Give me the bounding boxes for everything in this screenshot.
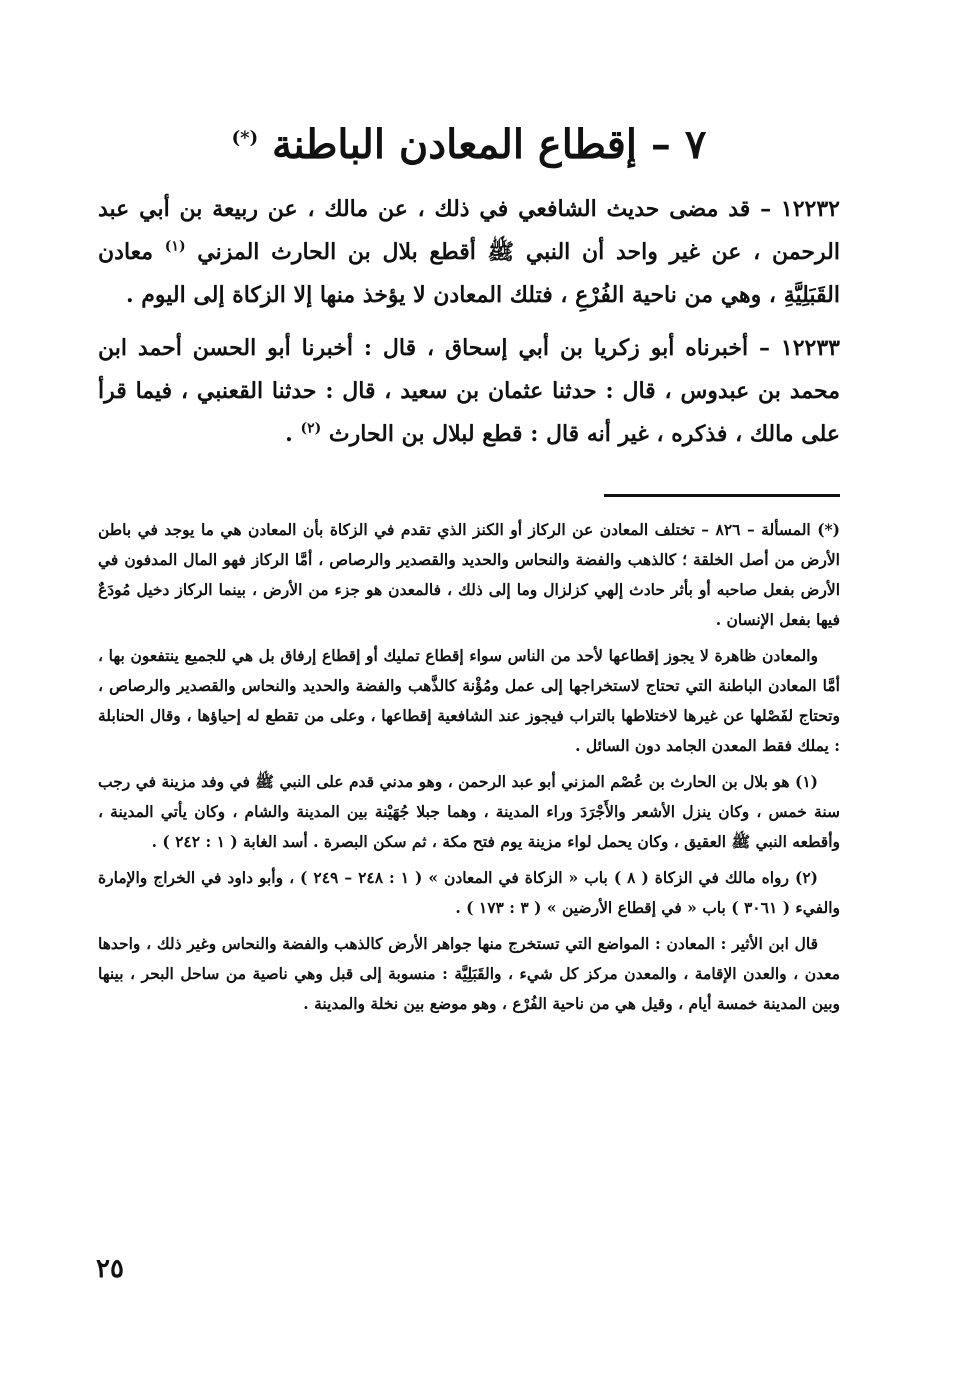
chapter-title-text: ٧ – إقطاع المعادن الباطنة [272, 121, 707, 168]
hadith-text-part-a: ١٢٢٣٢ – قد مضى حديث الشافعي في ذلك ، عن مالك ، عن ربيعة بن أبي عبد الرحمن ، عن غير واحد أن النبي ﷺ أقطع بلال بن الحارث المزني [98, 196, 840, 265]
footnote-1: (١) هو بلال بن الحارث بن عُصْم المزني أبو عبد الرحمن ، وهو مدني قدم على النبي ﷺ في وفد مزينة في رجب سنة خمس ، وكان ينزل الأشعر والأَجْرَدَ وراء المدينة ، وهما جبلا جُهَيْنة بين المدينة والشام ، وكان يأتي المدينة ، وأقطعه النبي ﷺ العقيق ، وكان يحمل لواء مزينة يوم فتح مكة ، ثم سكن البصرة . أسد الغابة ( ١ : ٢٤٢ ) . [98, 772, 840, 851]
footnote-ref-1: (١) [164, 238, 186, 255]
book-page [98, 120, 840, 1025]
hadith-text-part-a: ١٢٢٣٣ – أخبرناه أبو زكريا بن أبي إسحاق ، قال : أخبرنا أبو الحسن أحمد ابن محمد بن عبدوس ، قال : حدثنا عثمان بن سعيد ، قال : حدثنا القعنبي ، فيما قرأ على مالك ، فذكره ، غير أنه قال : قطع لبلال بن الحارث [98, 335, 840, 447]
footnote-ref-2: (٢) [300, 420, 322, 437]
footnote-2-continuation: قال ابن الأثير : المعادن : المواضع التي تستخرج منها جواهر الأرض كالذهب والفضة والنحاس وغير ذلك ، واحدها معدن ، والعدن الإقامة ، والمعدن مركز كل شيء ، والقَبَلِيَّة : منسوبة إلى قبل وهي ناصية من ساحل البحر ، بينها وبين المدينة خمسة أيام ، وقيل هي من ناحية الفُرْع ، وهو موضع بين نخلة والمدينة . [98, 934, 840, 1013]
footnote-2: (٢) رواه مالك في الزكاة ( ٨ ) باب « الزكاة في المعادن » ( ١ : ٢٤٨ – ٢٤٩ ) ، وأبو داود في الخراج والإمارة والفيء ( ٣٠٦١ ) باب « في إقطاع الأرضين » ( ٣ : ١٧٣ ) . [98, 868, 840, 917]
hadith-text-part-b: . [285, 421, 293, 447]
hadith-text-part-b: معادن القَبَلِيَّةِ ، وهي من ناحية الفُرْعِ ، فتلك المعادن لا يؤخذ منها إلا الزكاة إلى اليوم . [98, 239, 840, 308]
page-number: ٢٥ [96, 1254, 124, 1284]
footnote-star-head: (*) المسألة – ٨٢٦ – [701, 520, 840, 539]
chapter-title-footnote-mark: (*) [231, 127, 259, 149]
footnote-star-body: تختلف المعادن عن الركاز أو الكنز الذي تقدم في الزكاة بأن المعادن هي ما يوجد في باطن الأرض من أصل الخلقة ؛ كالذهب والفضة والنحاس والحديد والقصدير والرصاص ، أمَّا الركاز فهو المال المدفون في الأرض بفعل صاحبه أو بأثر حادث إلهي كزلزال وما إلى ذلك ، فالمعدن هو جزء من الأرض ، بينما الركاز دخيل مُودَعٌ فيها بفعل الإنسان . [98, 520, 840, 629]
footnote-star [98, 515, 840, 635]
chapter-title [98, 120, 840, 170]
hadith-paragraph-12232 [98, 188, 840, 317]
hadith-paragraph-12233 [98, 327, 840, 456]
footnote-star-continuation: والمعادن ظاهرة لا يجوز إقطاعها لأحد من الناس سواء إقطاع تمليك أو إقطاع إرفاق بل هي للجميع ينتفعون بها ، أمَّا المعادن الباطنة التي تحتاج لاستخراجها إلى عمل ومُؤْنة كالذَّهب والفضة والحديد والنحاس والقصدير والرصاص ، وتحتاج لفَصْلها عن غيرها لاختلاطها بالتراب فيجوز عند الشافعية إقطاعها ، وعلى من تقطع له إحياؤها ، وقال الحنابلة : يملك فقط المعدن الجامد دون السائل . [98, 646, 840, 755]
footnote-divider [604, 494, 840, 497]
